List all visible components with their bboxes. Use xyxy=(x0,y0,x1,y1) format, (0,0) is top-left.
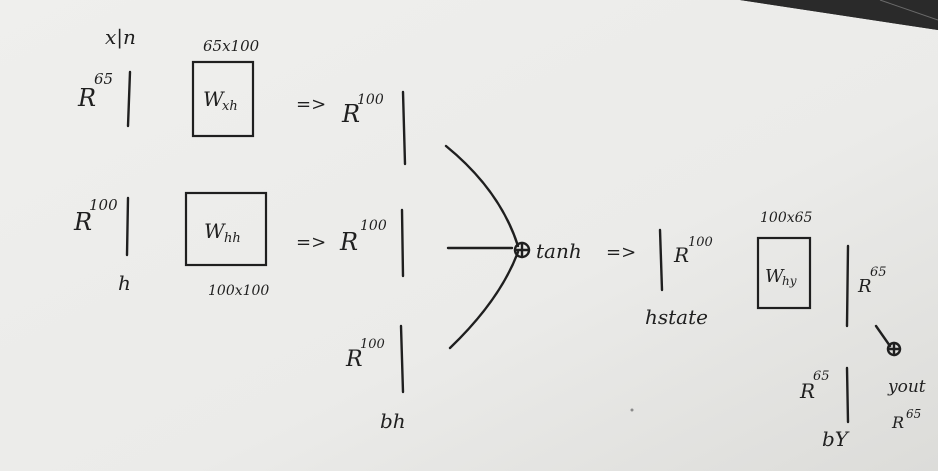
why-sub: hy xyxy=(782,274,797,288)
h-vector-bar xyxy=(127,198,128,255)
wxh-sub: xh xyxy=(222,99,238,114)
hidden-sup: 100 xyxy=(688,235,713,250)
output-sup: 65 xyxy=(906,407,922,421)
whh-sub: hh xyxy=(224,231,241,246)
x-dim: R xyxy=(78,84,97,112)
arrow-2: => xyxy=(296,232,327,253)
h-label: h xyxy=(118,271,131,295)
whh-label: W xyxy=(204,219,225,243)
h-dim-sup: 100 xyxy=(89,196,118,214)
x-label: x|n xyxy=(105,25,136,49)
arrow-3: => xyxy=(606,242,637,263)
hidden-dim: R xyxy=(674,243,690,267)
output-dim: R xyxy=(892,413,905,432)
proj-vector-bar xyxy=(847,246,848,326)
bias-y-sup: 65 xyxy=(813,369,830,384)
bias-y-dim: R xyxy=(800,379,816,403)
why-label: W xyxy=(765,266,784,287)
bias-y-label: bY xyxy=(822,427,849,451)
arrow-1: => xyxy=(296,94,327,115)
x-dim-sup: 65 xyxy=(94,70,114,88)
proj-dim: R xyxy=(858,276,872,297)
p1-dim: R xyxy=(342,100,361,128)
tanh-label: tanh xyxy=(536,239,582,263)
p2-vector-bar xyxy=(402,210,403,276)
hidden-label: hstate xyxy=(645,305,708,329)
wxh-label: W xyxy=(203,87,224,111)
proj-sup: 65 xyxy=(870,265,887,280)
paper-speck xyxy=(631,409,634,412)
bias-h-sup: 100 xyxy=(360,337,385,352)
p2-sup: 100 xyxy=(360,218,387,234)
whh-shape: 100x100 xyxy=(208,283,270,299)
wxh-shape: 65x100 xyxy=(203,37,260,55)
p2-dim: R xyxy=(340,228,359,256)
p1-sup: 100 xyxy=(357,92,384,108)
bias-h-dim: R xyxy=(346,347,363,372)
bias-h-label: bh xyxy=(380,409,406,433)
why-shape: 100x65 xyxy=(760,210,813,226)
h-dim: R xyxy=(74,208,93,236)
output-label: yout xyxy=(888,377,926,397)
bias-y-vector-bar xyxy=(847,368,848,422)
